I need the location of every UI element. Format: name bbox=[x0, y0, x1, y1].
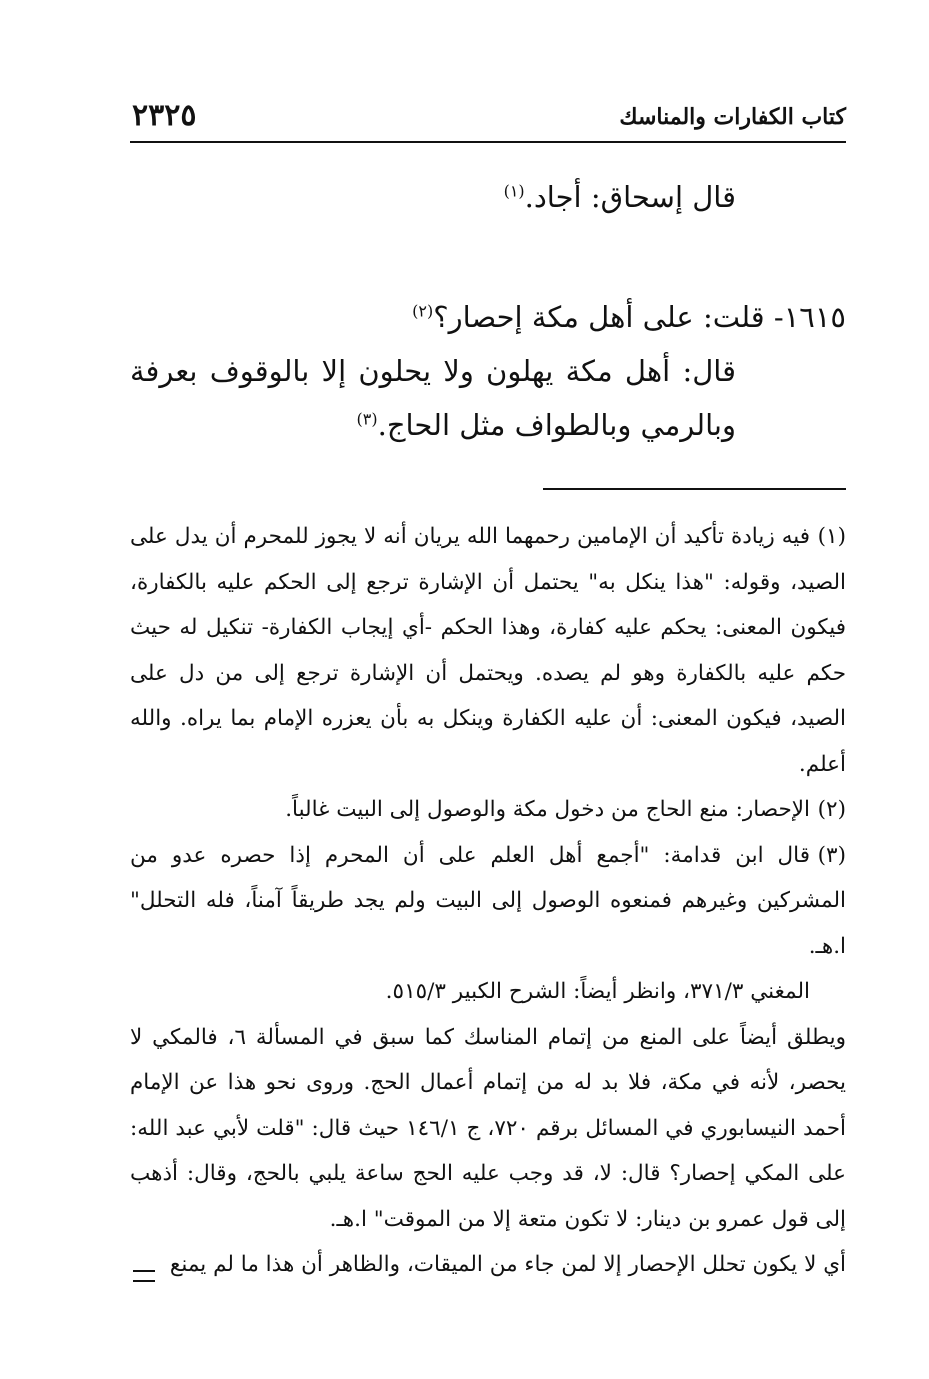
footnote-3 bbox=[130, 833, 846, 970]
footnote-2-number: (٢) bbox=[817, 797, 846, 822]
page-header bbox=[132, 98, 846, 138]
answer-paragraph bbox=[130, 344, 846, 452]
footnote-3-text: قال ابن قدامة: "أجمع أهل العلم على أن المحرم إذا حصره عدو من المشركين وغيرهم فمنعوه الوصول إلى البيت ولم يجد طريقاً آمناً، فله التحلل" ا.هـ. bbox=[130, 842, 846, 959]
footnote-3-paragraph-2: ويطلق أيضاً على المنع من إتمام المناسك كما سبق في المسألة ٦، فالمكي لا يحصر، لأنه في مكة، فلا بد له من إتمام أعمال الحج. وروى نحو هذا عن الإمام أحمد النيسابوري في المسائل برقم ٧٢٠، ج ١٤٦/١ حيث قال: "قلت لأبي عبد الله: على المكي إحصار؟ قال: لا، قد وجب عليه الحج ساعة يلبي بالحج، وقال: أذهب إلى قول عمرو بن دينار: لا تكون متعة إلا من الموقت" ا.هـ. bbox=[130, 1024, 846, 1232]
footnotes bbox=[130, 514, 846, 1288]
footnote-ref-3: (٣) bbox=[356, 409, 378, 429]
footnote-2-text: الإحصار: منع الحاج من دخول مكة والوصول إلى البيت غالباً. bbox=[285, 797, 810, 822]
footnote-1 bbox=[130, 514, 846, 787]
footnote-ref-2: (٢) bbox=[412, 301, 434, 321]
footnote-3-source: المغني ٣٧١/٣، وانظر أيضاً: الشرح الكبير ٥١٥/٣. bbox=[385, 979, 810, 1004]
question-text: ١٦١٥- قلت: على أهل مكة إحصار؟ bbox=[433, 300, 846, 334]
answer-text: قال: أهل مكة يهلون ولا يحلون إلا بالوقوف بعرفة وبالرمي وبالطواف مثل الحاج. bbox=[130, 354, 736, 442]
continuation-mark bbox=[133, 1270, 155, 1282]
ishaq-line-text: قال إسحاق: أجاد. bbox=[524, 180, 736, 214]
main-text bbox=[130, 170, 846, 452]
running-title: كتاب الكفارات والمناسك bbox=[619, 104, 846, 130]
footnote-3-number: (٣) bbox=[817, 842, 846, 868]
footnote-2 bbox=[130, 787, 846, 833]
footnote-separator bbox=[543, 488, 846, 490]
footnote-1-text: فيه زيادة تأكيد أن الإمامين رحمهما الله يريان أنه لا يجوز للمحرم أن يدل على الصيد، وقوله: "هذا ينكل به" يحتمل أن الإشارة ترجع إلى الحكم عليه بالكفارة، فيكون المعنى: يحكم عليه كفارة، وهذا الحكم -أي إيجاب الكفارة- تنكيل له حيث حكم عليه بالكفارة وهو لم يصده. ويحتمل أن الإشارة ترجع إلى من دل على الصيد، فيكون المعنى: أن عليه الكفارة وينكل به بأن يعزره الإمام بما يراه. والله أعلم. bbox=[130, 524, 846, 777]
ishaq-line bbox=[130, 170, 846, 224]
header-rule bbox=[130, 141, 846, 143]
footnote-1-number: (١) bbox=[817, 524, 846, 549]
footnote-ref-1: (١) bbox=[503, 181, 525, 201]
footnote-3-paragraph-3: أي لا يكون تحلل الإحصار إلا لمن جاء من الميقات، والظاهر أن هذا ما لم يمنع bbox=[169, 1252, 846, 1277]
question-1615 bbox=[130, 290, 846, 344]
page-number: ٢٣٢٥ bbox=[132, 98, 197, 133]
